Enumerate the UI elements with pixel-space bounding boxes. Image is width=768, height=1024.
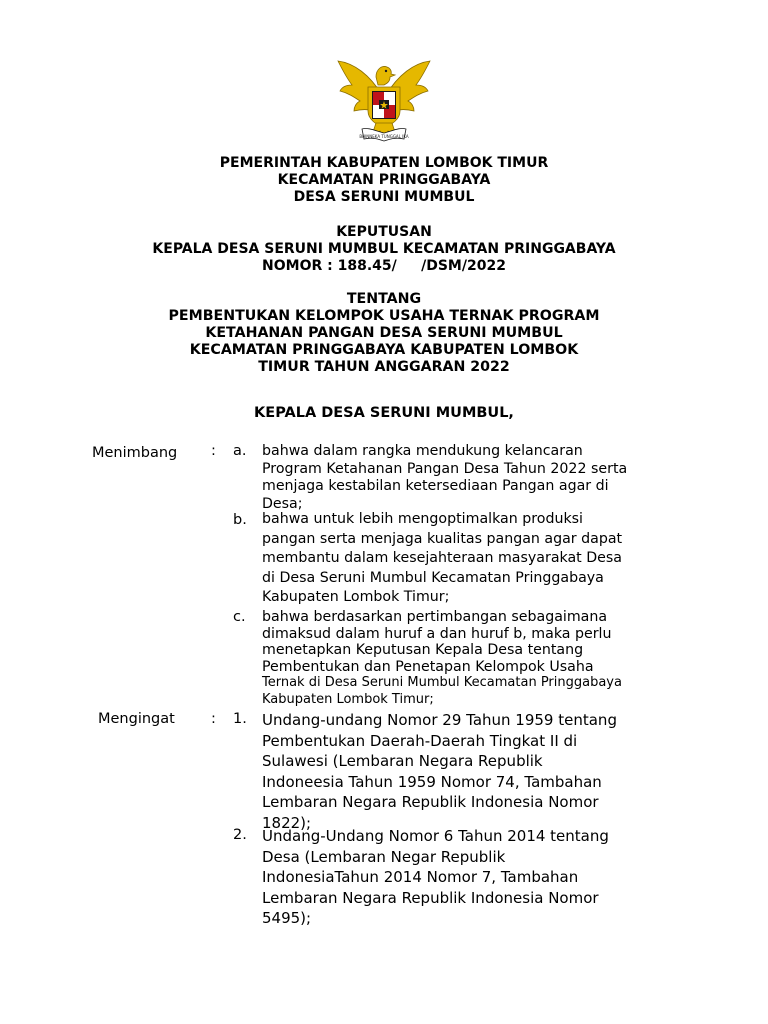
decree-number: NOMOR : 188.45/ /DSM/2022 [262,258,506,274]
text-line: Kabupaten Lombok Timur; [262,691,434,707]
decree-heading [0,224,768,275]
mengingat-item-1 [262,710,670,833]
text-line: 1822); [262,813,312,832]
text-line: Program Ketahanan Pangan Desa Tahun 2022 serta [262,460,628,477]
text-line: di Desa Seruni Mumbul Kecamatan Pringgabaya [262,569,604,586]
text-line: Indoneesia Tahun 1959 Nomor 74, Tambahan [262,772,602,791]
decree-subtitle: KEPALA DESA SERUNI MUMBUL KECAMATAN PRINGGABAYA [152,241,616,257]
subject-heading [0,291,768,376]
text-line: bahwa berdasarkan pertimbangan sebagaimana [262,609,608,625]
item-marker: a. [233,443,247,459]
menimbang-item-c [262,609,670,708]
text-line: Undang-Undang Nomor 6 Tahun 2014 tentang [262,827,609,845]
text-line: Pembentukan Daerah-Daerah Tingkat II di [262,731,578,750]
text-line: menetapkan Keputusan Kepala Desa tentang [262,642,584,658]
header-line-3: DESA SERUNI MUMBUL [293,189,475,205]
text-line: Ternak di Desa Seruni Mumbul Kecamatan Pringgabaya [262,675,622,690]
text-line: membantu dalam kesejahteraan masyarakat Desa [262,550,622,566]
issuer-heading: KEPALA DESA SERUNI MUMBUL, [254,405,514,421]
header-line-1: PEMERINTAH KABUPATEN LOMBOK TIMUR [219,155,549,171]
menimbang-item-a [262,443,670,513]
text-line: bahwa untuk lebih mengoptimalkan produksi [262,511,583,527]
text-line: IndonesiaTahun 2014 Nomor 7, Tambahan [262,868,579,886]
text-line: Sulawesi (Lembaran Negara Republik [262,752,543,770]
text-line: Desa; [262,495,303,512]
subject-line: PEMBENTUKAN KELOMPOK USAHA TERNAK PROGRAM [168,308,600,324]
menimbang-item-b [262,510,670,608]
mengingat-item-2 [262,826,670,929]
text-line: Lembaran Negara Republik Indonesia Nomor [262,793,599,811]
text-line: menjaga kestabilan ketersediaan Pangan agar di [262,478,609,494]
subject-line: KECAMATAN PRINGGABAYA KABUPATEN LOMBOK [189,342,579,358]
letterhead [0,155,768,206]
menimbang-colon: : [211,443,216,459]
subject-line: KETAHANAN PANGAN DESA SERUNI MUMBUL [205,325,563,341]
text-line: Kabupaten Lombok Timur; [262,589,450,605]
subject-line: TIMUR TAHUN ANGGARAN 2022 [258,359,510,375]
subject-label: TENTANG [346,291,422,307]
text-line: Pembentukan dan Penetapan Kelompok Usaha [262,658,594,675]
garuda-pancasila-emblem-icon [332,55,436,149]
mengingat-label: Mengingat [98,711,175,727]
text-line: Undang-undang Nomor 29 Tahun 1959 tentang [262,711,617,729]
text-line: pangan serta menjaga kualitas pangan agar dapat [262,530,623,547]
item-marker: 2. [233,827,247,843]
text-line: Lembaran Negara Republik Indonesia Nomor [262,888,599,907]
item-marker: 1. [233,711,247,727]
text-line: Desa (Lembaran Negar Republik [262,847,506,866]
header-line-2: KECAMATAN PRINGGABAYA [277,172,491,188]
decree-title: KEPUTUSAN [336,224,432,240]
text-line: 5495); [262,909,312,927]
mengingat-colon: : [211,711,216,727]
menimbang-label: Menimbang [92,445,178,461]
text-line: bahwa dalam rangka mendukung kelancaran [262,443,583,459]
emblem-motto: BHINNEKA TUNGGAL IKA [359,134,409,139]
item-marker: c. [233,609,246,625]
text-line: dimaksud dalam huruf a dan huruf b, maka perlu [262,625,612,642]
item-marker: b. [233,512,247,528]
